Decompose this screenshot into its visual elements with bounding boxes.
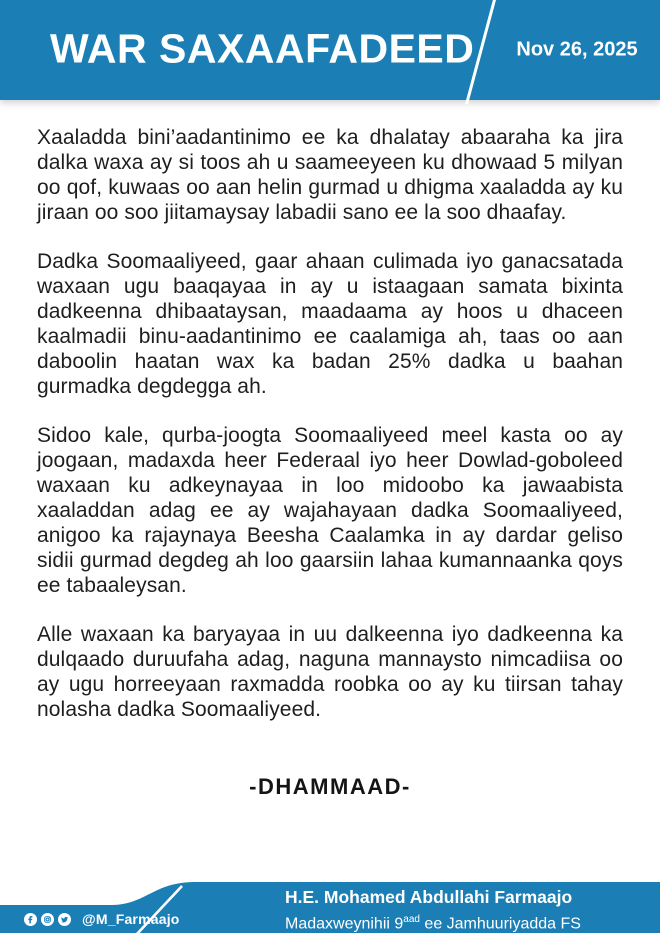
- footer-title: Madaxweynihii $9^{aad}$ ee Jamhuuriyadda FS: [285, 914, 581, 933]
- paragraph-1: Xaaladda bini’aadantinimo ee ka dhalatay abaaraha ka jira dalka waxa ay si toos ah u saameeyeen ku dhowaad 5 milyan oo qof, kuwaas oo aan helin gurmad u dhigma xaaladda ay ku jiraan oo soo jiitamaysay labadii sano ee la soo dhaafay.: [37, 126, 623, 224]
- paragraph-4: Alle waxaan ka baryayaa in uu dalkeenna iyo dadkeenna ka dulqaado duruufaha adag, naguna mannaysto nimcadiisa oo ay ugu horreeyaan raxmadda roobka oo ay ku tiirsan tahay nolasha dadka Soomaaliyeed.: [37, 623, 623, 721]
- instagram-icon: [41, 913, 54, 926]
- twitter-icon: [58, 913, 71, 926]
- page-title: WAR SAXAAFADEED: [50, 25, 475, 72]
- paragraph-2: Dadka Soomaaliyeed, gaar ahaan culimada iyo ganacsatada waxaan ugu baaqayaa in ay u istaagaan samata bixinta dadkeenna dhibaataysan, maadaama ay hoos u dhaceen kaalmadii binu-aadantinimo ee caalamiga ah, taas oo aan daboolin haatan wax ka badan 25% dadka u baahan gurmadka degdegga ah.: [37, 250, 623, 398]
- facebook-icon: [24, 913, 37, 926]
- end-mark: -DHAMMAAD-: [249, 774, 411, 799]
- paragraph-3: Sidoo kale, qurba-joogta Soomaaliyeed meel kasta oo ay joogaan, madaxda heer Federaal iyo heer Dowlad-goboleed waxaan ku adkeynayaa in loo midoobo ka jawaabista xaaladdan adag ee ay wajahayaan dadka Soomaaliyeed, anigoo ka rajaynaya Beesha Caalamka in ay dardar geliso sidii gurmad degdeg ah loo gaarsiin lahaa kumannaanka qoys ee tabaaleysan.: [37, 424, 623, 597]
- body-text: [0, 100, 660, 800]
- social-handle: @M_Farmaajo: [82, 911, 180, 927]
- footer-name: H.E. Mohamed Abdullahi Farmaajo: [285, 887, 573, 907]
- footer-banner: [0, 882, 660, 933]
- header-date: Nov 26, 2025: [516, 38, 638, 61]
- social-links: [24, 911, 180, 927]
- footer-signature: [285, 886, 581, 933]
- header-banner: [0, 0, 660, 100]
